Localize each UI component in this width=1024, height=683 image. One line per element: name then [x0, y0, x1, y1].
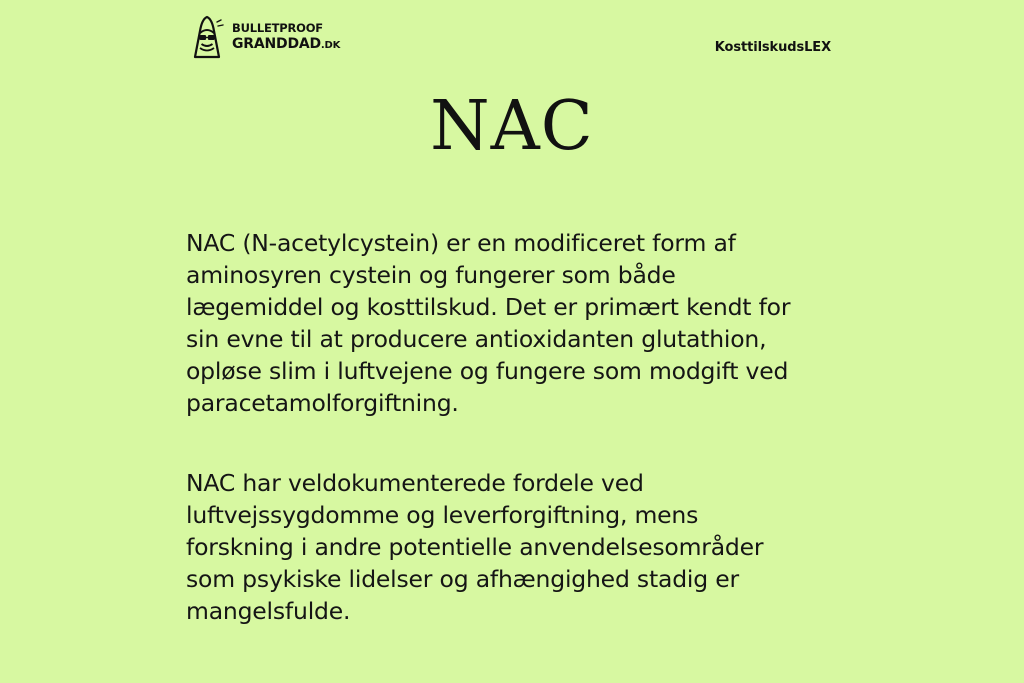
paragraph-line: som psykiske lidelser og afhængighed stadig er: [186, 565, 739, 593]
logo-line-1: BULLETPROOF: [232, 21, 323, 36]
intro-paragraph: [186, 227, 836, 419]
paragraph-line: NAC har veldokumenterede fordele ved: [186, 469, 644, 497]
granddad-mascot-icon: [188, 13, 226, 59]
paragraph-line: forskning i andre potentielle anvendelsesområder: [186, 533, 764, 561]
benefits-paragraph: [186, 467, 836, 627]
paragraph-line: mangelsfulde.: [186, 597, 351, 625]
logo-domain-suffix: .DK: [320, 39, 341, 51]
paragraph-line: luftvejssygdomme og leverforgiftning, mens: [186, 501, 699, 529]
logo-granddad: GRANDDAD: [232, 35, 321, 52]
paragraph-line: lægemiddel og kosttilskud. Det er primært kendt for: [186, 293, 791, 321]
logo-wordmark: [232, 21, 340, 51]
paragraph-line: sin evne til at producere antioxidanten glutathion,: [186, 325, 767, 353]
bulletproof-granddad-logo[interactable]: [188, 12, 368, 60]
logo-line-2: [232, 37, 340, 51]
paragraph-line: NAC (N-acetylcystein) er en modificeret form af: [186, 229, 736, 257]
kosttilskudslex-brand[interactable]: KosttilskudsLEX: [714, 40, 831, 55]
page-title: NAC: [430, 87, 594, 166]
paragraph-line: paracetamolforgiftning.: [186, 389, 459, 417]
paragraph-line: opløse slim i luftvejene og fungere som modgift ved: [186, 357, 789, 385]
paragraph-line: aminosyren cystein og fungerer som både: [186, 261, 676, 289]
